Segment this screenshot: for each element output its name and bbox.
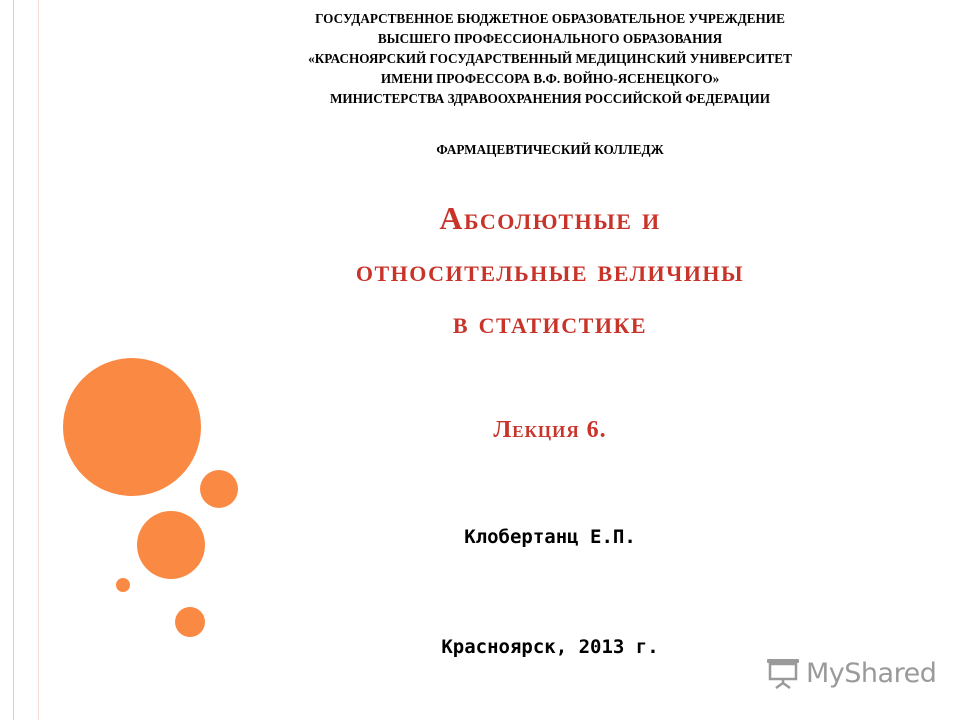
watermark-logo (766, 655, 936, 691)
institution-line: МИНИСТЕРСТВА ЗДРАВООХРАНЕНИЯ РОССИЙСКОЙ ФЕДЕРАЦИИ (329, 91, 771, 106)
presentation-icon (766, 657, 800, 689)
decor-circle-medium (137, 511, 205, 579)
title-line: Абсолютные и (439, 200, 661, 236)
decor-circle-large (63, 358, 201, 496)
left-border-line (13, 0, 14, 720)
city-year: Красноярск, 2013 г. (441, 636, 659, 658)
institution-header (190, 9, 910, 109)
college-name: ФАРМАЦЕВТИЧЕСКИЙ КОЛЛЕДЖ (436, 142, 664, 157)
slide-title (200, 192, 900, 348)
institution-line: ВЫСШЕГО ПРОФЕССИОНАЛЬНОГО ОБРАЗОВАНИЯ (377, 31, 723, 46)
institution-line: «КРАСНОЯРСКИЙ ГОСУДАРСТВЕННЫЙ МЕДИЦИНСКИЙ УНИВЕРСИТЕТ (308, 51, 792, 66)
institution-line: ГОСУДАРСТВЕННОЕ БЮДЖЕТНОЕ ОБРАЗОВАТЕЛЬНОЕ УЧРЕЖДЕНИЕ (315, 11, 785, 26)
author-name: Клобертанц Е.П. (464, 526, 636, 548)
decor-circle-small-2 (175, 607, 205, 637)
lecture-number: Лекция 6. (493, 417, 607, 443)
title-line: относительные величины (355, 252, 745, 288)
title-line: в статистике (452, 304, 648, 340)
decor-circle-small (200, 470, 238, 508)
watermark-text: MyShared (806, 657, 937, 689)
institution-line: ИМЕНИ ПРОФЕССОРА В.Ф. ВОЙНО-ЯСЕНЕЦКОГО» (380, 71, 720, 86)
left-border-line-inner (38, 0, 39, 720)
decor-circle-tiny (116, 578, 130, 592)
